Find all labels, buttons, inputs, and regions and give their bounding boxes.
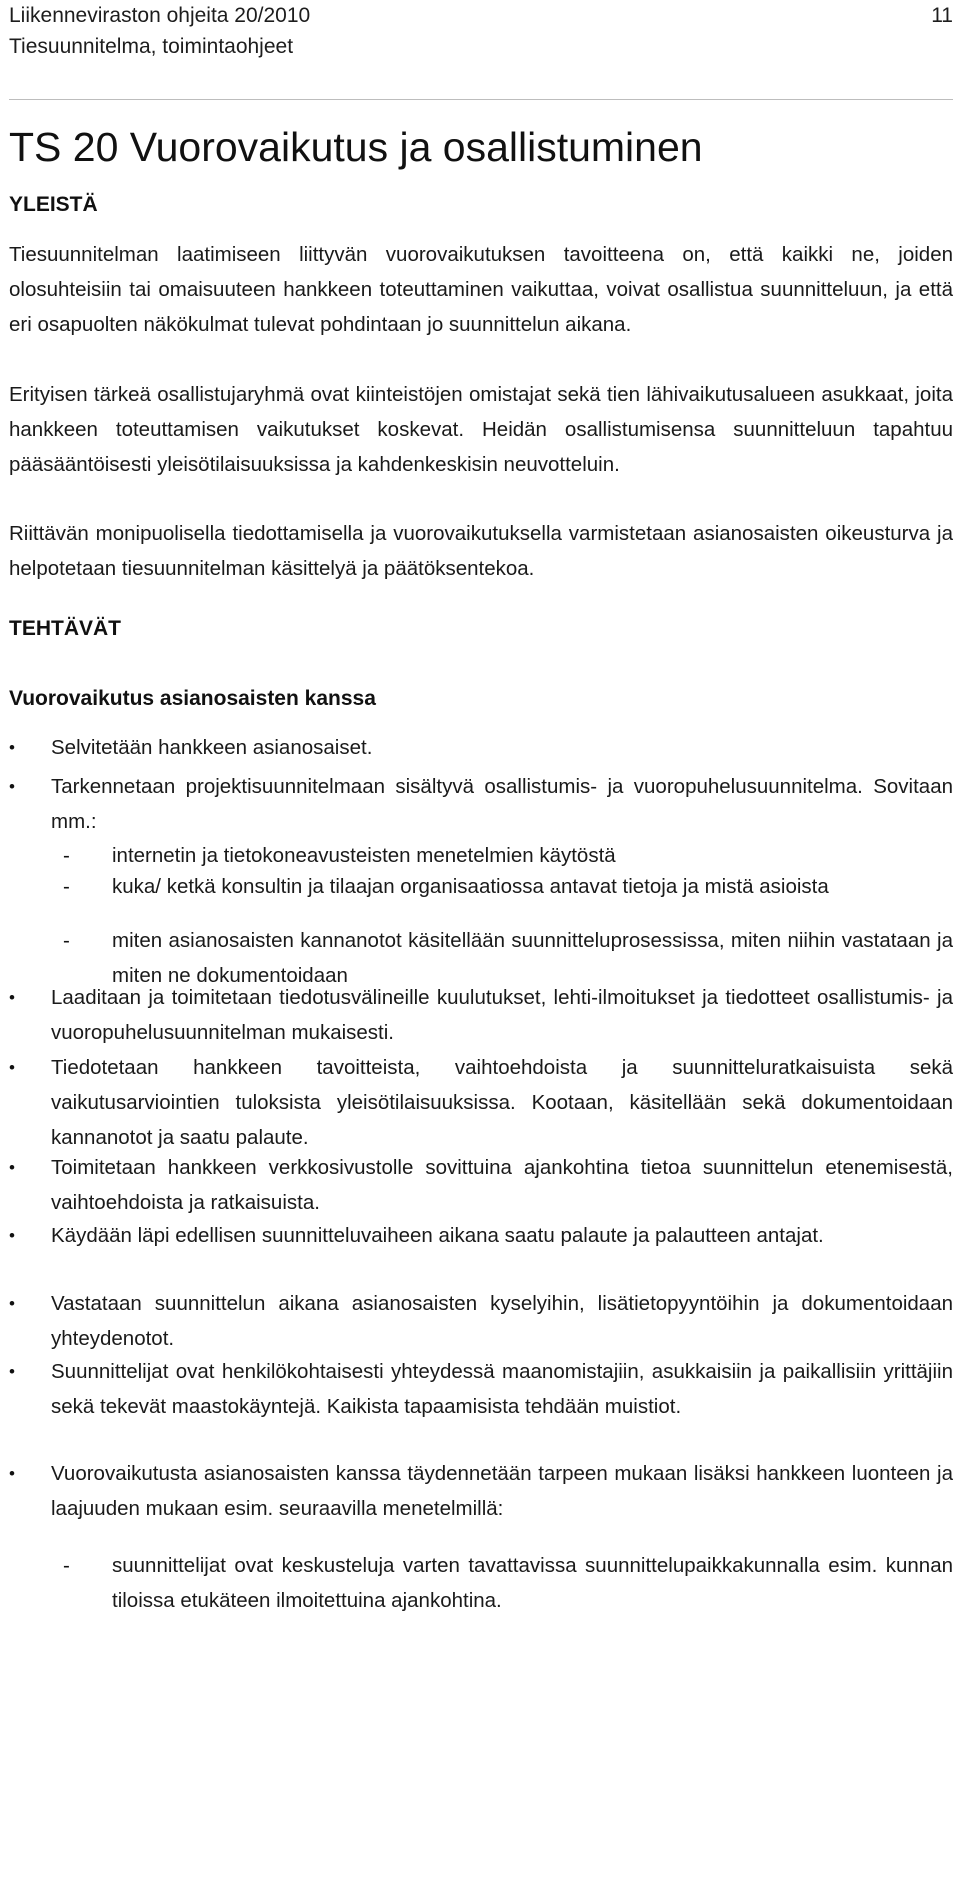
dash-marker: - (63, 1554, 70, 1577)
agreed-subitem-3: miten asianosaisten kannanotot käsitellään suunnitteluprosessissa, miten niihin vastataan ja miten ne dokumentoidaan (112, 929, 953, 987)
header-divider (9, 99, 953, 100)
bullet-item-6: Käydään läpi edellisen suunnitteluvaiheen aikana saatu palaute ja palautteen antajat. (51, 1224, 824, 1247)
bullet-marker: • (9, 988, 15, 1007)
bullet-item-8: Suunnittelijat ovat henkilökohtaisesti yhteydessä maanomistajiin, asukkaisiin ja paikallisiin yrittäjiin sekä tekevät maastokäyntejä. Kaikista tapaamisista tehdään muistiot. (51, 1360, 953, 1418)
bullet-item-5: Toimitetaan hankkeen verkkosivustolle sovittuina ajankohtina tietoa suunnittelun etenemisestä, vaihtoehdoista ja ratkaisuista. (51, 1156, 953, 1214)
publication-line: Liikenneviraston ohjeita 20/2010 (9, 4, 311, 27)
bullet-marker: • (9, 1294, 15, 1313)
bullet-marker: • (9, 1226, 15, 1245)
dash-marker: - (63, 875, 70, 898)
general-paragraph-2: Erityisen tärkeä osallistujaryhmä ovat kiinteistöjen omistajat sekä tien lähivaikutusalueen asukkaat, joita hankkeen toteuttamisen vaikutukset koskevat. Heidän osallistumisensa suunnitteluun tapahtuu pääsääntöisesti yleisötilaisuuksissa ja kahdenkeskisin neuvotteluin. (9, 383, 953, 476)
bullet-item-2: Tarkennetaan projektisuunnitelmaan sisältyvä osallistumis- ja vuoropuhelusuunnitelma. Sovitaan mm.: (51, 775, 953, 833)
bullet-item-1: Selvitetään hankkeen asianosaiset. (51, 736, 373, 759)
general-paragraph-3: Riittävän monipuolisella tiedottamisella ja vuorovaikutuksella varmistetaan asianosaisten oikeusturva ja helpotetaan tiesuunnitelman käsittelyä ja päätöksentekoa. (9, 522, 953, 580)
bullet-item-7: Vastataan suunnittelun aikana asianosaisten kyselyihin, lisätietopyyntöihin ja dokumentoidaan yhteydenotot. (51, 1292, 953, 1350)
general-paragraph-1: Tiesuunnitelman laatimiseen liittyvän vuorovaikutuksen tavoitteena on, että kaikki ne, joiden olosuhteisiin tai omaisuuteen hankkeen toteuttaminen vaikuttaa, voivat osallistua suunnitteluun, ja että eri osapuolten näkökulmat tulevat pohdintaan jo suunnittelun aikana. (9, 243, 953, 336)
running-header (9, 0, 953, 64)
tasks-heading: TEHTÄVÄT (9, 617, 121, 640)
bullet-item-3: Laaditaan ja toimitetaan tiedotusvälineille kuulutukset, lehti-ilmoitukset ja tiedotteet osallistumis- ja vuoropuhelusuunnitelman mukaisesti. (51, 986, 953, 1044)
page-number: 11 (931, 4, 953, 27)
bullet-marker: • (9, 1158, 15, 1177)
methods-subitem-1: suunnittelijat ovat keskusteluja varten tavattavissa suunnittelupaikkakunnalla esim. kunnan tiloissa etukäteen ilmoitettuina ajankohtina. (112, 1554, 953, 1612)
page-title: TS 20 Vuorovaikutus ja osallistuminen (9, 124, 703, 170)
dash-marker: - (63, 844, 70, 867)
document-subtitle: Tiesuunnitelma, toimintaohjeet (9, 35, 294, 58)
bullet-marker: • (9, 738, 15, 757)
bullet-marker: • (9, 1362, 15, 1381)
bullet-marker: • (9, 777, 15, 796)
agreed-subitem-2: kuka/ ketkä konsultin ja tilaajan organisaatiossa antavat tietoja ja mistä asioista (112, 875, 829, 898)
interaction-heading: Vuorovaikutus asianosaisten kanssa (9, 687, 376, 710)
bullet-item-4: Tiedotetaan hankkeen tavoitteista, vaihtoehdoista ja suunnitteluratkaisuista sekä vaikutusarviointien tuloksista yleisötilaisuuksissa. Kootaan, käsitellään sekä dokumentoidaan kannanotot ja saatu palaute. (51, 1056, 953, 1149)
bullet-item-9: Vuorovaikutusta asianosaisten kanssa täydennetään tarpeen mukaan lisäksi hankkeen luonteen ja laajuuden mukaan esim. seuraavilla menetelmillä: (51, 1462, 953, 1520)
agreed-subitem-1: internetin ja tietokoneavusteisten menetelmien käytöstä (112, 844, 616, 867)
general-heading: YLEISTÄ (9, 193, 98, 216)
dash-marker: - (63, 929, 70, 952)
bullet-marker: • (9, 1058, 15, 1077)
bullet-marker: • (9, 1464, 15, 1483)
